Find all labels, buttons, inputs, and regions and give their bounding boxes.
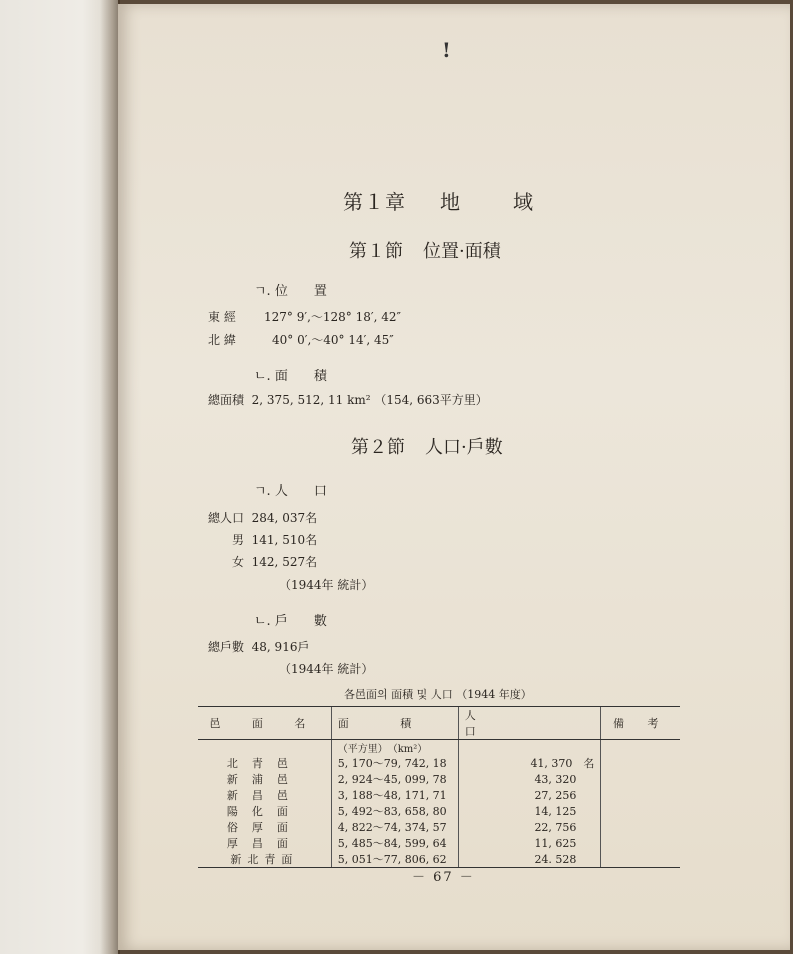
subheading-position xyxy=(254,280,327,299)
subheading-area xyxy=(254,365,327,384)
district-name: 陽化面 xyxy=(226,805,302,818)
population-value: 24. 528 xyxy=(458,851,601,868)
chapter-heading xyxy=(343,186,534,215)
population-value: 11, 625 xyxy=(458,835,601,851)
section-2-heading xyxy=(351,433,503,459)
subheading-label-2: 口 xyxy=(313,484,327,499)
total-population-line xyxy=(208,509,317,526)
population-value: 43, 320 xyxy=(458,771,601,787)
unit-label: （平方里） （km²） xyxy=(331,740,458,756)
printed-mark: ! xyxy=(442,38,451,62)
line-value: 142, 527名 xyxy=(251,555,318,569)
section-2-title: 人口·戶數 xyxy=(425,437,503,458)
chapter-number: 第１章 xyxy=(343,190,406,214)
section-1-heading xyxy=(349,237,501,263)
population-value: 14, 125 xyxy=(458,803,601,819)
population-value: 41, 370 名 xyxy=(458,755,601,771)
population-value: 27, 256 xyxy=(458,787,601,803)
male-population-line xyxy=(232,531,317,548)
line-label: 總戶數 xyxy=(208,640,245,654)
district-name: 厚昌面 xyxy=(226,837,302,850)
subheading-label: ㄴ. 戶 xyxy=(254,614,288,629)
table-row xyxy=(198,835,680,851)
remarks-value xyxy=(601,787,680,803)
remarks-value xyxy=(601,819,680,835)
table-row xyxy=(198,819,680,835)
table-cell xyxy=(458,740,601,756)
book-spine xyxy=(100,0,120,954)
total-area-line xyxy=(208,391,488,408)
population-value: 22, 756 xyxy=(458,819,601,835)
line-value: 48, 916戶 xyxy=(251,640,310,654)
subheading-label-2: 數 xyxy=(313,614,327,629)
line-label: 總人口 xyxy=(208,511,245,525)
header-population: 人 口 xyxy=(458,707,601,740)
line-label: 北 緯 xyxy=(208,333,236,347)
subheading-label-2: 積 xyxy=(313,369,327,384)
table-title: 各邑面의 面積 및 人口 （1944 年度） xyxy=(344,688,532,701)
district-name: 北青邑 xyxy=(226,757,302,770)
table-row xyxy=(198,803,680,819)
area-value: 3, 188～48, 171, 71 xyxy=(331,787,458,803)
table-header-row xyxy=(198,707,680,740)
line-label: 東 經 xyxy=(208,310,236,324)
subheading-population xyxy=(254,480,327,499)
longitude-line xyxy=(208,308,401,325)
subheading-households xyxy=(254,610,327,629)
line-value: 2, 375, 512, 11 km² （154, 663平方里） xyxy=(251,393,488,407)
table-row xyxy=(198,771,680,787)
remarks-value xyxy=(601,771,680,787)
subheading-label: ㄱ. 人 xyxy=(254,484,288,499)
area-value: 4, 822～74, 374, 57 xyxy=(331,819,458,835)
area-value: 5, 492～83, 658, 80 xyxy=(331,803,458,819)
table-cell xyxy=(198,740,331,756)
section-2-number: 第２節 xyxy=(351,437,405,458)
district-table xyxy=(198,706,680,868)
district-name: 俗厚面 xyxy=(226,821,302,834)
table-cell xyxy=(601,740,680,756)
page-number: － 67 － xyxy=(412,870,475,885)
chapter-title-b: 域 xyxy=(513,190,534,214)
subheading-label-2: 置 xyxy=(313,284,327,299)
area-value: 5, 170～79, 742, 18 xyxy=(331,755,458,771)
line-value: 141, 510名 xyxy=(251,533,318,547)
line-label: 總面積 xyxy=(208,393,245,407)
remarks-value xyxy=(601,835,680,851)
total-households-line xyxy=(208,638,309,655)
female-population-line xyxy=(232,553,317,570)
remarks-value xyxy=(601,851,680,868)
header-remarks: 備 考 xyxy=(601,707,680,740)
district-name: 新昌邑 xyxy=(226,789,302,802)
line-value: 40° 0′,～40° 14′, 45″ xyxy=(272,333,394,347)
subheading-label: ㄴ. 面 xyxy=(254,369,288,384)
area-value: 5, 485～84, 599, 64 xyxy=(331,835,458,851)
line-label: 男 xyxy=(232,533,245,547)
header-district: 邑 面 名 xyxy=(198,707,331,740)
table-row xyxy=(198,755,680,771)
area-value: 5, 051～77, 806, 62 xyxy=(331,851,458,868)
remarks-value xyxy=(601,755,680,771)
header-area: 面 積 xyxy=(331,707,458,740)
households-note: （1944年 統計） xyxy=(279,662,374,676)
section-1-title: 位置·面積 xyxy=(423,241,501,262)
table-units-row xyxy=(198,740,680,756)
line-value: 127° 9′,～128° 18′, 42″ xyxy=(264,310,401,324)
remarks-value xyxy=(601,803,680,819)
district-name: 新北青面 xyxy=(198,851,331,868)
area-value: 2, 924～45, 099, 78 xyxy=(331,771,458,787)
line-value: 284, 037名 xyxy=(251,511,318,525)
chapter-title-a: 地 xyxy=(440,190,461,214)
section-1-number: 第１節 xyxy=(349,241,403,262)
district-name: 新浦邑 xyxy=(226,773,302,786)
subheading-label: ㄱ. 位 xyxy=(254,284,288,299)
line-label: 女 xyxy=(232,555,245,569)
table-row xyxy=(198,787,680,803)
latitude-line xyxy=(208,331,394,348)
population-note: （1944年 統計） xyxy=(279,578,374,592)
